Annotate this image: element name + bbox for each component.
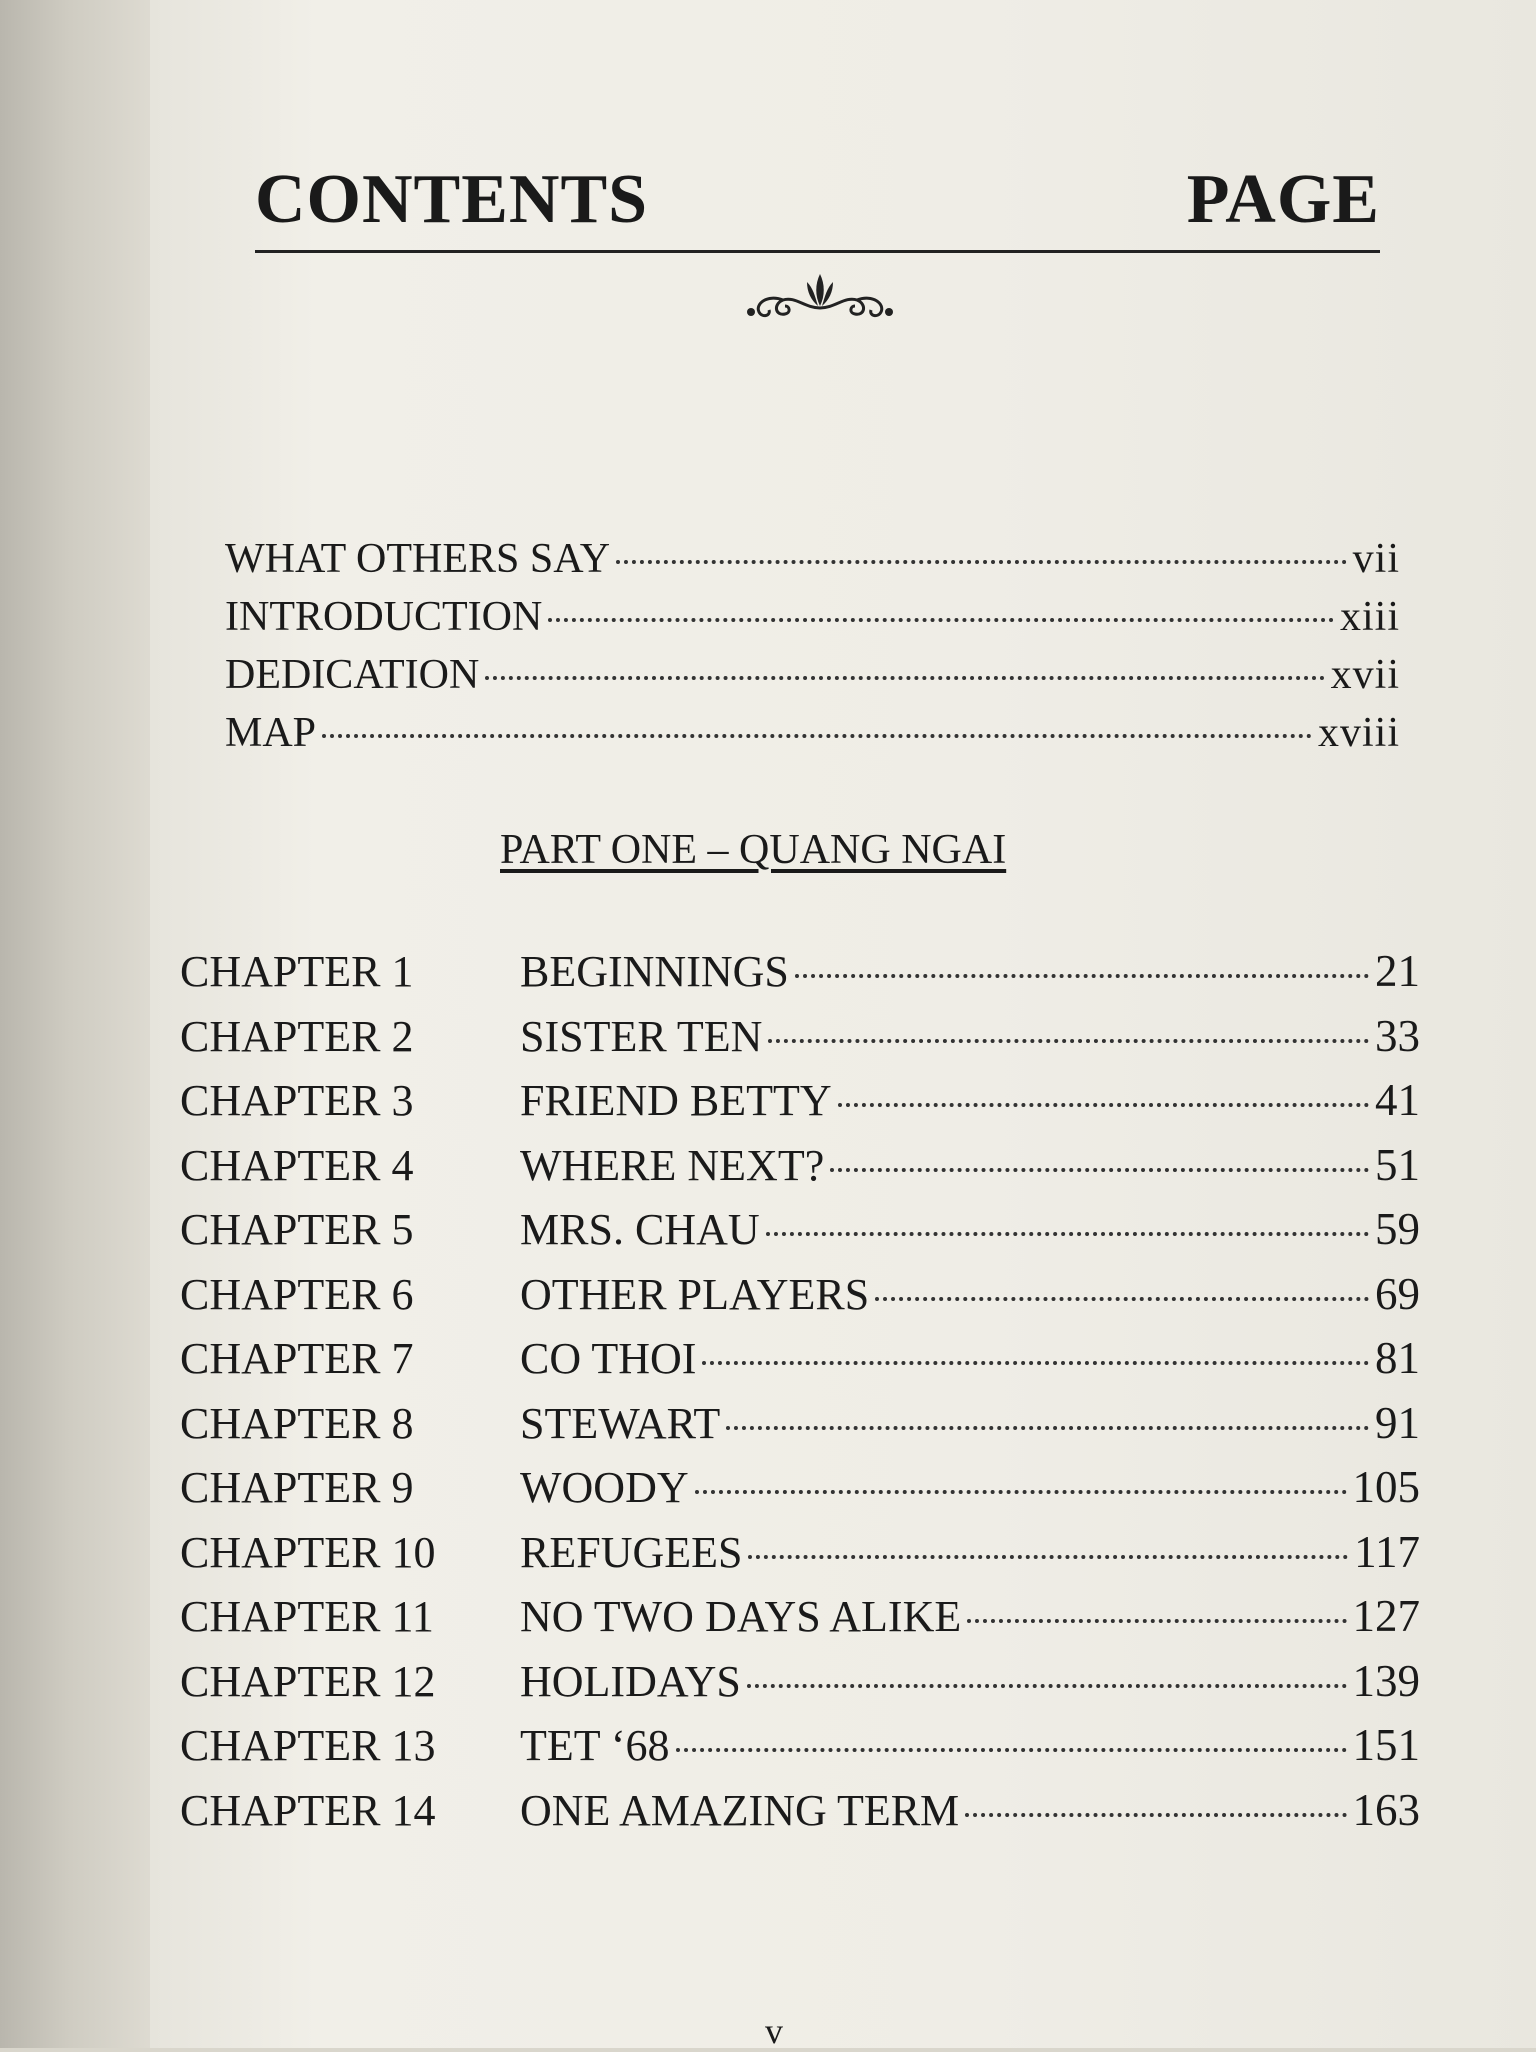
front-matter-entry[interactable]: [225, 651, 1400, 709]
chapter-page: 91: [1375, 1397, 1420, 1448]
chapter-title: FRIEND BETTY: [520, 1076, 832, 1125]
part-heading: PART ONE – QUANG NGAI: [500, 827, 1007, 873]
entry-label: WHAT OTHERS SAY: [225, 536, 611, 582]
chapter-page: 81: [1375, 1333, 1420, 1383]
page-folio: v: [765, 2011, 783, 2051]
dot-leader: [616, 560, 1347, 564]
dot-leader: [967, 1619, 1346, 1623]
chapter-entry[interactable]: [150, 1590, 1420, 1655]
chapter-entry[interactable]: [150, 1074, 1420, 1139]
dot-leader: [322, 734, 1312, 738]
chapter-title: HOLIDAYS: [520, 1656, 741, 1706]
chapter-entry[interactable]: [150, 1655, 1420, 1720]
chapter-page: 21: [1375, 946, 1420, 996]
dot-leader: [695, 1490, 1347, 1494]
dot-leader: [702, 1361, 1369, 1365]
chapter-number: CHAPTER 2: [180, 1011, 414, 1061]
dot-leader: [548, 618, 1334, 622]
chapter-number: CHAPTER 8: [180, 1398, 414, 1448]
chapter-title: OTHER PLAYERS: [520, 1269, 870, 1319]
chapter-page: 127: [1352, 1591, 1420, 1641]
dot-leader: [965, 1813, 1346, 1817]
chapter-number: CHAPTER 3: [180, 1076, 414, 1125]
chapter-entry[interactable]: [150, 1203, 1420, 1268]
chapter-page: 163: [1352, 1784, 1420, 1835]
chapter-page: 139: [1352, 1655, 1420, 1706]
chapter-number: CHAPTER 4: [180, 1140, 414, 1190]
contents-header: [255, 160, 1380, 253]
chapter-title: BEGINNINGS: [520, 947, 789, 996]
dot-leader: [748, 1555, 1348, 1559]
dot-leader: [838, 1103, 1369, 1107]
chapter-entry[interactable]: [150, 1719, 1420, 1784]
entry-page: xviii: [1317, 710, 1400, 756]
dot-leader: [726, 1426, 1369, 1430]
chapter-page: 151: [1352, 1720, 1420, 1770]
chapter-title: MRS. CHAU: [520, 1205, 760, 1254]
entry-label: MAP: [225, 710, 317, 756]
chapter-title: TET ‘68: [520, 1721, 670, 1770]
chapter-number: CHAPTER 5: [180, 1205, 414, 1254]
front-matter-entry[interactable]: [225, 535, 1400, 593]
chapter-title: WOODY: [520, 1463, 689, 1512]
chapter-number: CHAPTER 10: [180, 1527, 436, 1577]
entry-page: xiii: [1339, 594, 1400, 640]
chapter-title: CO THOI: [520, 1334, 697, 1383]
flourish-ornament-icon: [745, 268, 895, 333]
dot-leader: [485, 676, 1324, 680]
chapter-entry[interactable]: [150, 1397, 1420, 1462]
chapter-number: CHAPTER 11: [180, 1592, 434, 1641]
chapter-entry[interactable]: [150, 1526, 1420, 1591]
chapter-list: [150, 945, 1420, 1848]
chapter-title: WHERE NEXT?: [520, 1140, 825, 1190]
dot-leader: [766, 1232, 1369, 1236]
chapter-number: CHAPTER 13: [180, 1721, 436, 1770]
chapter-entry[interactable]: [150, 1010, 1420, 1075]
dot-leader: [676, 1748, 1347, 1752]
entry-label: DEDICATION: [225, 652, 480, 698]
contents-title: CONTENTS: [255, 161, 649, 238]
chapter-entry[interactable]: [150, 1784, 1420, 1849]
chapter-title: NO TWO DAYS ALIKE: [520, 1592, 962, 1641]
chapter-page: 51: [1375, 1139, 1420, 1190]
chapter-title: ONE AMAZING TERM: [520, 1785, 960, 1835]
chapter-number: CHAPTER 1: [180, 947, 414, 996]
front-matter-entry[interactable]: [225, 709, 1400, 767]
chapter-title: SISTER TEN: [520, 1011, 763, 1061]
chapter-entry[interactable]: [150, 1332, 1420, 1397]
dot-leader: [768, 1039, 1369, 1043]
chapter-entry[interactable]: [150, 945, 1420, 1010]
front-matter-list: [225, 535, 1400, 767]
entry-page: vii: [1352, 536, 1400, 582]
page-gutter-shadow: [0, 0, 175, 2048]
chapter-number: CHAPTER 14: [180, 1785, 436, 1835]
chapter-title: STEWART: [520, 1398, 721, 1448]
dot-leader: [875, 1297, 1369, 1301]
entry-label: INTRODUCTION: [225, 594, 543, 640]
chapter-page: 105: [1352, 1462, 1420, 1512]
page-column-label: PAGE: [1186, 161, 1380, 238]
chapter-number: CHAPTER 7: [180, 1334, 414, 1383]
dot-leader: [747, 1684, 1347, 1688]
chapter-entry[interactable]: [150, 1139, 1420, 1204]
entry-page: xvii: [1330, 652, 1400, 698]
front-matter-entry[interactable]: [225, 593, 1400, 651]
chapter-page: 59: [1375, 1204, 1420, 1254]
dot-leader: [830, 1168, 1369, 1172]
chapter-title: REFUGEES: [520, 1527, 743, 1577]
dot-leader: [795, 974, 1369, 978]
chapter-page: 41: [1375, 1075, 1420, 1125]
chapter-page: 117: [1354, 1526, 1420, 1577]
chapter-entry[interactable]: [150, 1268, 1420, 1333]
chapter-entry[interactable]: [150, 1461, 1420, 1526]
chapter-page: 33: [1375, 1010, 1420, 1061]
chapter-page: 69: [1375, 1268, 1420, 1319]
chapter-number: CHAPTER 6: [180, 1269, 414, 1319]
chapter-number: CHAPTER 9: [180, 1463, 414, 1512]
chapter-number: CHAPTER 12: [180, 1656, 436, 1706]
